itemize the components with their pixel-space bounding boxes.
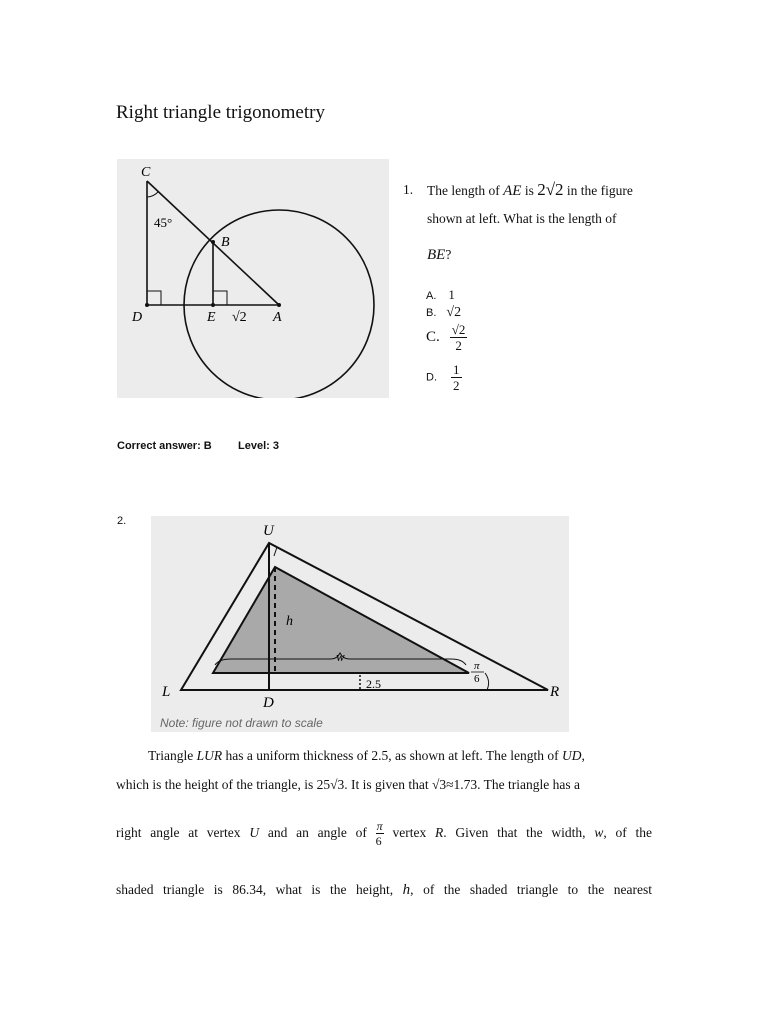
q2-ud: UD <box>561 748 582 763</box>
option-b-value: √2 <box>446 305 462 320</box>
option-d[interactable] <box>426 363 462 392</box>
option-b[interactable] <box>426 303 461 321</box>
q2-p4a: shaded triangle is 86.34, what is the height, <box>116 882 394 897</box>
q2-p1b: has a uniform thickness of 2.5, as shown at left. The length of <box>225 748 559 763</box>
option-c-den: 2 <box>455 338 462 353</box>
q1-value: 2√2 <box>537 180 564 199</box>
q2-angle-fraction <box>376 820 384 847</box>
label-e: E <box>207 310 216 325</box>
q2-p1a: Triangle <box>148 748 194 763</box>
option-c-label: C. <box>426 329 440 345</box>
q2-number: 2. <box>117 515 127 527</box>
right-angle-d <box>147 291 161 305</box>
q2-p3a: right angle at vertex <box>116 825 241 840</box>
q1-var-ae: AE <box>503 183 522 199</box>
option-d-den: 2 <box>453 378 460 393</box>
q2-line2: which is the height of the triangle, is 25√3. It is given that √3≈1.73. The triangle has a <box>116 777 581 792</box>
q1-line2: shown at left. What is the length of <box>427 211 617 226</box>
label-a: A <box>273 310 282 325</box>
angle-arc-r <box>485 673 489 690</box>
q1-number: 1. <box>403 182 414 197</box>
q2-line3 <box>116 818 652 848</box>
q2-p3d: . Given that the width, <box>443 825 586 840</box>
q2-w: w <box>594 825 604 840</box>
option-a[interactable] <box>426 286 455 304</box>
right-angle-e <box>213 291 227 305</box>
q1-var-be: BE <box>427 247 446 263</box>
q2-lur: LUR <box>196 748 223 763</box>
option-c[interactable] <box>426 323 467 352</box>
correct-answer: Correct answer: B <box>117 440 212 452</box>
option-b-label: B. <box>426 307 437 319</box>
option-c-num: √2 <box>451 322 466 337</box>
level: Level: 3 <box>238 440 279 452</box>
figure-note: Note: figure not drawn to scale <box>160 716 323 730</box>
option-d-num: 1 <box>453 362 460 377</box>
q1-text-a: The length of <box>427 183 500 198</box>
q2-p3c: vertex <box>392 825 427 840</box>
label-d: D <box>263 695 274 711</box>
label-b: B <box>221 235 230 250</box>
point-e <box>211 303 215 307</box>
option-d-fraction <box>451 363 462 392</box>
triangle-lur-diagram <box>151 516 569 732</box>
option-c-fraction <box>450 323 468 352</box>
q2-r: R <box>434 825 444 840</box>
q1-text-b: in the figure <box>566 183 633 198</box>
q2-frac-num: π <box>376 819 383 834</box>
figure-2 <box>151 516 569 732</box>
point-b <box>211 240 215 244</box>
figure-1 <box>117 159 389 398</box>
angle-arc-c <box>147 192 158 197</box>
q2-p4b: , of the shaded triangle to the nearest <box>410 882 652 897</box>
q2-u: U <box>249 825 260 840</box>
point-d <box>145 303 149 307</box>
q2-p1c: , <box>581 748 585 763</box>
triangle-circle-diagram <box>117 159 389 398</box>
right-angle-u <box>269 543 277 556</box>
label-angle-num: π <box>474 660 480 672</box>
q1-qmark: ? <box>445 247 452 262</box>
option-d-label: D. <box>426 371 437 384</box>
label-l: L <box>162 684 171 700</box>
label-u: U <box>263 523 274 539</box>
option-a-label: A. <box>426 290 437 302</box>
q1-line3 <box>427 247 451 264</box>
label-thickness: 2.5 <box>366 677 381 691</box>
label-r: R <box>550 684 560 700</box>
q2-h: h <box>402 882 411 898</box>
label-seg: √2 <box>232 310 247 325</box>
label-angle-den: 6 <box>474 673 480 685</box>
label-h: h <box>286 614 293 629</box>
q2-p3e: , of the <box>603 825 653 840</box>
q2-frac-den: 6 <box>375 834 382 849</box>
label-w: w <box>336 649 345 664</box>
q1-text-is: is <box>524 183 534 198</box>
label-d: D <box>132 310 143 325</box>
option-a-value: 1 <box>448 287 455 302</box>
point-a <box>277 303 281 307</box>
page-title: Right triangle trigonometry <box>116 102 325 123</box>
label-c: C <box>141 165 151 180</box>
label-angle: 45° <box>154 215 173 230</box>
q2-line1 <box>116 748 652 764</box>
q2-line4 <box>116 882 652 899</box>
q1-line1 <box>427 180 633 200</box>
q2-p3b: and an angle of <box>267 825 367 840</box>
